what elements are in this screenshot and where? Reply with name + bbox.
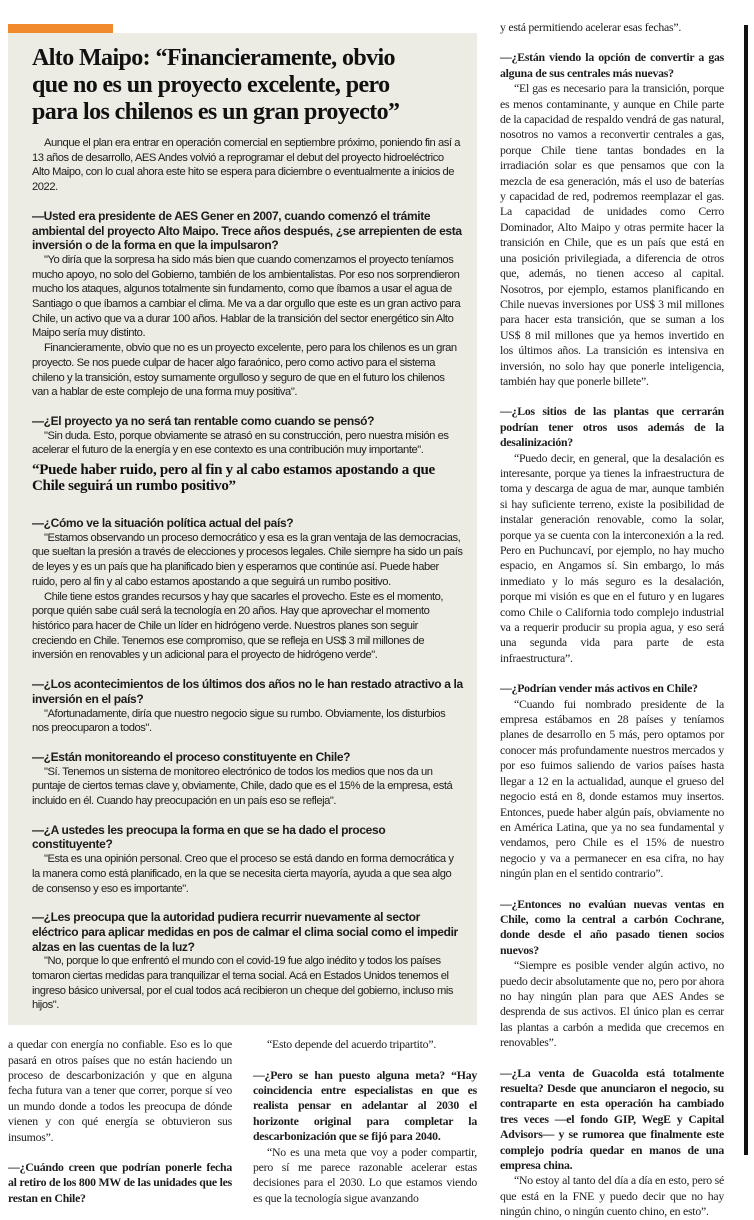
interview-answer: "Esta es una opinión personal. Creo que el proceso se está dando en forma democrática y la manera como está planificado, en la que se necesita cierta mayoría, ayuda a que sea algo de consenso y eso es importante". [32,853,454,895]
interview-question: —¿Podrían vender más activos en Chile? [500,681,698,696]
qa-section [32,209,463,400]
body-paragraph: “Esto depende del acuerdo tripartito”. [267,1037,437,1052]
qa-section [32,516,463,663]
interview-question: —¿Los acontecimientos de los últimos dos años no le han restado atractivo a la inversión en el país? [32,677,463,706]
interview-answer: "Estamos observando un proceso democrático y esa es la gran ventaja de las democracias, que sueltan la presión a través de elecciones y procesos legales. Chile siempre ha sido un país de leyes y es un país que ha planificado bien y esperamos que continúe así. Puede haber ruido, pero al fin y al cabo estamos apostando a que seguirá un rumbo positivo. [32,531,463,588]
interview-answer: "Yo diría que la sorpresa ha sido más bien que cuando comenzamos el proyecto teníamos mucho apoyo, no solo del Gobierno, también de los ambientalistas. Por eso nos sorprendieron mucho los ataques, algunos totalmente sin fundamento, como que íbamos a usar el agua de Santiago o que íbamos a cambiar el clima. Me va a dar orgullo que este es un gran activo para Chile, un activo que va a durar 100 años. Hablar de la transición del sector energético sin Alto Maipo sería muy distinto. [32,253,461,340]
headline-line: Alto Maipo: “Financieramente, obvio [32,45,395,71]
interview-question: —¿Pero se han puesto alguna meta? “Hay coincidencia entre especialistas en que es realista pensar en adelantar al 2030 el horizonte original para completar la descarbonización que se fijó para 2040. [253,1067,477,1144]
headline-line: que no es un proyecto excelente, pero [32,72,390,98]
body-paragraph: “Puedo decir, en general, que la desalación es interesante, porque ya tienes la infraestructura de toma y descarga de agua de mar, aunque también si hay suficiente terreno, existe la posibilidad de instalar generación renovable, como la solar, porque ya se cuenta con la interconexión a la red. Pero en Puchuncaví, por ejemplo, no hay mucho espacio, en Angamos sí. Sin embargo, lo más inmediato y lo más seguro es la desalación, porque mi visión es que en el futuro y en lugares como Chile o California todo complejo industrial va a requerir producir su propia agua, y eso será una segunda vida para parte de esta infraestructura”. [500,450,724,665]
interview-answer: Chile tiene estos grandes recursos y hay que sacarles el provecho. Este es el momento, porque quién sabe cuál será la tecnología en 20 años. Hay que aprovechar el momento histórico para hacer de Chile un líder en hidrógeno verde. Nuestros planes son seguir creciendo en Chile. Tenemos ese compromiso, que se refleja en US$ 3 mil millones de inversión en renovables y un adicional para el proyecto de hidrógeno verde". [32,590,444,662]
interview-question: —¿El proyecto ya no será tan rentable como cuando se pensó? [32,413,375,428]
interview-answer: "Afortunadamente, diría que nuestro negocio sigue su rumbo. Obviamente, los disturbios nos preocuparon a todos". [32,707,446,735]
interview-answer: "Sin duda. Esto, porque obviamente se atrasó en su construcción, pero nuestra misión es acelerar el futuro de la energía y en ese contexto es una contribución muy importante". [32,429,449,457]
interview-question: —¿Están viendo la opción de convertir a gas alguna de sus centrales más nuevas? [500,50,724,80]
body-paragraph: “El gas es necesario para la transición, porque es menos contaminante, y aunque en Chile parte de la capacidad de respaldo vendrá de gas natural, nosotros no vamos a reconvertir centrales a gas, porque Chile tiene tantas bondades en la irradiación solar es que pensamos que con la mezcla de esa generación, más el uso de baterías y capacidad de red, podremos reemplazar el gas. La capacidad de unidades como Cerro Dominador, Alto Maipo y otras permite hacer la transición en Chile, que es un país que está en una posición privilegiada, a diferencia de otros que, además, no tienen acceso al capital. Nosotros, por ejemplo, estamos planificando en Chile nuevas inversiones por US$ 3 mil millones para hacer esta transición, que se suman a los US$ 8 mil millones que ya hemos invertido en los últimos años. La transición es intensiva en inversión, no solo hay que ponerle inteligencia, también hay que ponerle billete”. [500,81,724,388]
headline [32,45,463,126]
column-rule [744,25,748,1155]
body-paragraph: a quedar con energía no confiable. Eso es lo que pasará en otros países que no están haciendo un proceso de descarbonización y que en alguna fecha futura van a tener que correr, porque sí veo un mundo donde a todos les preocupa de dónde vienen y con qué energía se obtuvieron sus insumos”. [8,1037,232,1144]
qa-section [32,414,463,458]
qa-section [32,750,463,809]
lede: Aunque el plan era entrar en operación comercial en septiembre próximo, poniendo fin así a 13 años de desarrollo, AES Andes volvió a reprogramar el debut del proyecto hidroeléctrico Alto Maipo, con lo cual ahora este hito se espera para diciembre o eventualmente a inicios de 2022. [32,137,460,194]
interview-question: —Usted era presidente de AES Gener en 2007, cuando comenzó el trámite ambiental del proyecto Alto Maipo. Trece años después, ¿se arrepienten de esta inversión o de la forma en que la impulsaron? [32,208,462,253]
qa-section [32,910,463,1013]
left-area [8,24,477,1206]
pull-quote: “Puede haber ruido, pero al fin y al cabo estamos apostando a que Chile seguirá un rumbo positivo” [32,462,435,495]
interview-question: —¿Están monitoreando el proceso constituyente en Chile? [32,749,351,764]
interview-question: —¿Los sitios de las plantas que cerrarán podrían tener otros usos además de la desalinización? [500,404,724,450]
interview-question: —¿La venta de Guacolda está totalmente resuelta? Desde que anunciaron el negocio, su contraparte en esta operación ha cambiado tres veces —el fondo GIP, WegE y Capital Advisors— y se rumorea que finalmente este complejo podría quedar en manos de una empresa china. [500,1065,724,1173]
column-right [500,20,724,1220]
interview-question: —¿Cómo ve la situación política actual del país? [32,516,294,531]
qa-section [32,677,463,736]
body-paragraph: y está permitiendo acelerar esas fechas”. [500,20,682,34]
interview-answer: "Sí. Tenemos un sistema de monitoreo electrónico de todos los medios que nos da un puntaje de ciertos temas clave y, obviamente, Chile, dado que es el 15% de la empresa, está incluido en él. Cuando hay preocupación en un país eso se refleja". [32,765,453,808]
headline-line: para los chilenos es un gran proyecto” [32,99,400,125]
body-paragraph: “No estoy al tanto del día a día en esto, pero sé que está en la FNE y puedo decir que no hay ningún chino, o ningún cuento chino, en esto”. [500,1173,724,1219]
body-paragraph: “Cuando fui nombrado presidente de la empresa estábamos en 28 países y teníamos planes de desarrollo en 5 más, pero optamos por conocer más profundamente nuestros mercados y por eso fuimos saliendo de varios países hasta llegar a 12 en la actualidad, aunque el grueso del negocio está en 8, donde estamos muy insertos. Entonces, puede haber algún país, obviamente no en América Latina, que ya no sea fundamental y vendamos, pero Chile es el 15% de nuestro negocio y va a permanecer en esa cifra, no hay ningún plan en el sentido contrario”. [500,696,724,881]
interview-question: —¿A ustedes les preocupa la forma en que se ha dado el proceso constituyente? [32,822,386,852]
interview-answer: Financieramente, obvio que no es un proyecto excelente, pero para los chilenos es un gran proyecto. Se nos puede culpar de hacer algo faraónico, pero como activo para el sistema chileno y la transición, estoy sumamente orgulloso y seguro de que en el futuro los chilenos van a hablar de este complejo de una forma muy positiva". [32,342,457,399]
interview-answer: "No, porque lo que enfrentó el mundo con el covid-19 fue algo inédito y todos los países tomaron ciertas medidas para tranquilizar el tema social. Acá en Estados Unidos tenemos el ingreso básico universal, por el cual todos acá recibieron un cheque del gobierno, incluso mis hijos". [32,955,454,1012]
body-paragraph: “Siempre es posible vender algún activo, no puedo decir absolutamente que no, pero por ahora no hay ningún plan para que AES Andes se desprenda de sus activos. El único plan es cerrar las plantas a carbón a medida que crecemos en renovables”. [500,958,724,1050]
article-box [8,33,477,1025]
qa-section [32,823,463,897]
interview-question: —¿Entonces no evalúan nuevas ventas en Chile, como la central a carbón Cochrane, donde desde el año pasado tienen socios nuevos? [500,896,724,957]
section-accent-bar [8,24,113,33]
body-paragraph: “No es una meta que voy a poder compartir, pero sí me parece razonable acelerar estas decisiones para el 2030. Lo que estamos viendo es que la tecnología sigue avanzando [253,1144,477,1205]
interview-question: —¿Cuándo creen que podrían ponerle fecha al retiro de los 800 MW de las unidades que les restan en Chile? [8,1160,232,1205]
interview-question: —¿Les preocupa que la autoridad pudiera recurrir nuevamente al sector eléctrico para aplicar medidas en pos de calmar el clima social como el impedir alzas en las cuentas de la luz? [32,910,458,954]
